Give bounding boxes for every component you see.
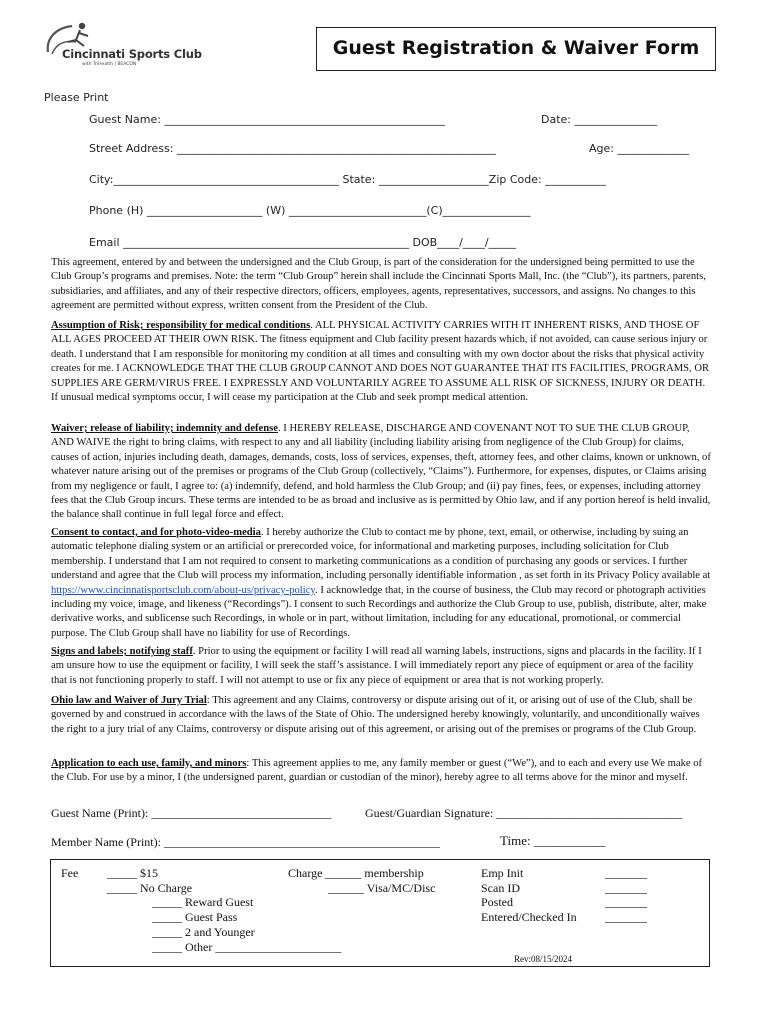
consent-section: [51, 526, 711, 641]
signs-section: [51, 645, 711, 688]
other-option[interactable]: _____ Other _____________________: [152, 940, 342, 954]
intro-paragraph: [51, 256, 711, 314]
fee-15-option[interactable]: _____ $15: [107, 866, 158, 880]
no-charge-option[interactable]: _____ No Charge: [107, 881, 193, 895]
entered-blank[interactable]: _______: [605, 910, 647, 924]
risk-section: [51, 319, 711, 405]
application-section: [51, 757, 711, 786]
two-and-younger-option[interactable]: _____ 2 and Younger: [152, 925, 255, 939]
guardian-signature-field[interactable]: Guest/Guardian Signature: _______________________________: [365, 806, 683, 820]
emp-init-blank[interactable]: _______: [605, 866, 647, 880]
logo-name: Cincinnati Sports Club: [62, 47, 202, 61]
ohio-heading: Ohio law and Waiver of Jury Trial: [51, 695, 207, 706]
member-name-print-field[interactable]: Member Name (Print): ______________________________________________: [51, 835, 440, 849]
revision-date: Rev:08/15/2024: [514, 954, 572, 964]
date-field[interactable]: Date: _______________: [541, 113, 657, 126]
ohio-law-section: [51, 694, 711, 737]
fee-label: Fee: [61, 866, 79, 880]
signs-heading: Signs and labels; notifying staff: [51, 646, 193, 657]
emp-init-label: Emp Init: [481, 866, 524, 880]
please-print-label: Please Print: [44, 91, 109, 104]
club-logo: [42, 20, 202, 72]
posted-blank[interactable]: _______: [605, 895, 647, 909]
signs-text: . Prior to using the equipment or facility I will read all warning labels, instructions, signs and placards in the facility. If I am unsure how to use the equipment or facility, I will seek the staff’s assistance. I will immediately report any piece of equipment or area of the facility that is not functioning properly to staff. I will not attempt to use or fix any piece of equipment or area that is not working properly.: [51, 646, 702, 686]
posted-label: Posted: [481, 895, 514, 909]
entered-checked-in-label: Entered/Checked In: [481, 910, 577, 924]
consent-text-a: . I hereby authorize the Club to contact me by phone, text, email, or otherwise, including by suing an automatic telephone dialing system or an artificial or prerecorded voice, for informational and marketing purposes, including solicitation for Club membership. I understand that I am not required to consent to marketing communications as a condition of purchasing any goods or services. I further understand and agree that the Club will process my information, including personally identifiable information , as set forth in its Privacy Policy available at: [51, 527, 711, 582]
intro-text: This agreement, entered by and between the undersigned and the Club Group, is part of the consideration for the undersigned being permitted to use the Club Group’s programs and premises. Note: the term “Club Group” herein shall include the Cincinnati Sports Mall, Inc. (the “Club”), its partners, parents, subsidiaries, and affiliates, and any of their respective directors, officers, employees, agents, representatives, successors, and assigns. No changes to this agreement are permitted without express, written consent from the President of the Club.: [51, 257, 706, 312]
visa-mc-disc-option[interactable]: ______ Visa/MC/Disc: [328, 881, 436, 895]
application-text: : This agreement applies to me, any family member or guest (“We”), and to each and every use We make of the Club. For use by a minor, I (the undersigned parent, guardian or custodian of the minor), hereby agree to all terms above for the minor and myself.: [51, 758, 703, 784]
consent-heading: Consent to contact, and for photo-video-media: [51, 527, 261, 538]
page-title: Guest Registration & Waiver Form: [332, 37, 700, 59]
consent-text-b: . I acknowledge that, in the course of business, the Club may record or photograph activities including my voice, image, and likeness (“Recordings”). I consent to such Recordings and authorize the Club Group to use, publish, distribute, alter, make derivative works, and sublicense such Recordings, in whole or in part, without limitation, including for any educational, promotional, or commercial purpose. The Club Group shall have no liability for use of Recordings.: [51, 584, 707, 639]
guest-pass-option[interactable]: _____ Guest Pass: [152, 910, 238, 924]
phone-field[interactable]: Phone (H) _____________________ (W) _________________________(C)________________: [89, 204, 531, 217]
guest-name-print-field[interactable]: Guest Name (Print): ______________________________: [51, 806, 332, 820]
time-field[interactable]: Time: ___________: [500, 833, 606, 848]
city-state-zip-field[interactable]: City:_________________________________________ State: ____________________Zip Code: ___________: [89, 173, 606, 186]
risk-text: . ALL PHYSICAL ACTIVITY CARRIES WITH IT INHERENT RISKS, AND THOSE OF ALL AGES PROCEED AT THEIR OWN RISK. The fitness equipment and Club facility present hazards which, if not avoided, can cause serious injury or death. I understand that I am responsible for monitoring my condition at all times and consulting with my own doctor about the risks that physical activity creates for me. I ACKNOWLEDGE THAT THE CLUB GROUP CANNOT AND DOES NOT GUARANTEE THAT ITS FACILITIES, PROGRAMS, OR SUPPLIES ARE GERM/VIRUS FREE. I EXPRESSLY AND VOLUNTARILY AGREE TO ASSUME ALL RISK OF SICKNESS, INJURY OR DEATH. If unusual medical symptoms occur, I will cease my participation at the Club and seek prompt medical attention.: [51, 320, 710, 404]
guest-name-field[interactable]: Guest Name: ___________________________________________________: [89, 113, 445, 126]
scan-id-blank[interactable]: _______: [605, 881, 647, 895]
ohio-text: : This agreement and any Claims, controversy or dispute arising out of it, or arising out of use of the Club, shall be governed by and construed in accordance with the laws of the State of Ohio. The undersigned hereby knowingly, voluntarily, and unconditionally waives the right to a jury trial of any Claims, controversy or dispute arising out of this agreement, or arising out of the premises or programs of the Club Group.: [51, 695, 700, 735]
reward-guest-option[interactable]: _____ Reward Guest: [152, 895, 254, 909]
charge-membership-option[interactable]: Charge ______ membership: [288, 866, 424, 880]
application-heading: Application to each use, family, and minors: [51, 758, 247, 769]
waiver-section: [51, 422, 711, 523]
street-address-field[interactable]: Street Address: __________________________________________________________: [89, 142, 496, 155]
scan-id-label: Scan ID: [481, 881, 520, 895]
waiver-text: . I HEREBY RELEASE, DISCHARGE AND COVENANT NOT TO SUE THE CLUB GROUP, AND WAIVE the right to bring claims, with respect to any and all liability (including liability arising from negligence of the Club Group) for claims, causes of action, injuries including death, damages, demands, costs, loss of services, expenses, theft, attorney fees, and other claims, known or unknown, of whatever nature arising out of the premises or programs of the Club Group (collectively, “Claims”). Furthermore, for expenses, disputes, or Claims arising from my negligence or fault, I agree to: (a) indemnify, defend, and hold harmless the Club Group; and (ii) pay fines, fees, or expenses, including attorney fees that the Club Group incurs. These terms are intended to be as broad and inclusive as is permitted by Ohio law, and if any portion hereof is held invalid, the balance shall continue in full legal force and effect.: [51, 423, 711, 521]
risk-heading: Assumption of Risk; responsibility for medical conditions: [51, 320, 311, 331]
office-use-box: [50, 859, 710, 967]
age-field[interactable]: Age: _____________: [589, 142, 689, 155]
title-box: [316, 27, 716, 71]
logo-partner-text: with TriHealth | BEACON: [82, 62, 137, 67]
waiver-heading: Waiver; release of liability; indemnity and defense: [51, 423, 278, 434]
email-dob-field[interactable]: Email ____________________________________________________ DOB____/____/_____: [89, 236, 517, 249]
privacy-policy-link[interactable]: https://www.cincinnatisportsclub.com/about-us/privacy-policy: [51, 584, 316, 596]
